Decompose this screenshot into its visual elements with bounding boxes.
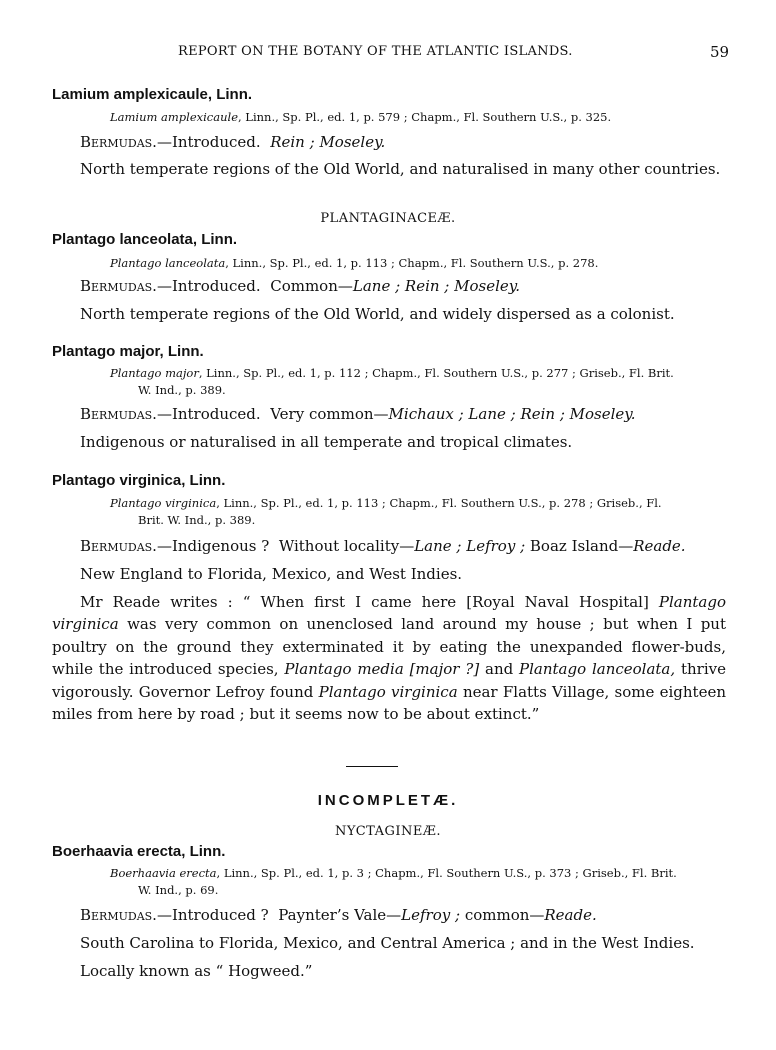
reference-continuation: W. Ind., p. 389. [138, 383, 226, 397]
note-text: and [479, 660, 520, 679]
vernacular-name-boerhaavia: Locally known as “ Hogweed.” [80, 962, 313, 980]
bermudas-record-plantago-lanceolata [80, 277, 520, 295]
family-heading-plantaginaceae: PLANTAGINACEÆ. [320, 211, 456, 226]
section-heading-incompletae: INCOMPLETÆ. [317, 792, 459, 809]
reference-text: , Linn., Sp. Pl., ed. 1, p. 112 ; Chapm., Fl. Southern U.S., p. 277 ; Griseb., Fl. Brit. [198, 366, 674, 380]
note-species: Plantago media [major ?] [284, 660, 480, 679]
abundance-text: Very common— [270, 405, 389, 423]
page-number: 59 [710, 43, 730, 61]
reference-text: , Linn., Sp. Pl., ed. 1, p. 579 ; Chapm., Fl. Southern U.S., p. 325. [238, 110, 612, 124]
reference-text: , Linn., Sp. Pl., ed. 1, p. 113 ; Chapm., Fl. Southern U.S., p. 278 ; Griseb., Fl. [216, 496, 662, 510]
reference-text: , Linn., Sp. Pl., ed. 1, p. 113 ; Chapm., Fl. Southern U.S., p. 278. [225, 256, 599, 270]
locality-text: Paynter’s Vale— [278, 906, 402, 924]
reference-plantago-virginica [110, 496, 662, 510]
reference-lamium [110, 110, 611, 124]
reference-species: Plantago lanceolata [110, 256, 226, 270]
species-name-plantago-virginica: Plantago virginica, Linn. [52, 472, 226, 489]
collector: Lefroy ; [401, 906, 461, 924]
species-name-boerhaavia: Boerhaavia erecta, Linn. [52, 843, 226, 860]
bermudas-record-plantago-virginica [80, 537, 686, 555]
status-text: —Indigenous ? [156, 537, 270, 555]
locality-text: Without locality— [278, 537, 415, 555]
species-name-lamium: Lamium amplexicaule, Linn. [52, 86, 253, 103]
note-text: thrive vigorously. Governor Lefroy found [52, 660, 726, 701]
note-paragraph-reade [52, 591, 726, 725]
reference-plantago-major [110, 366, 674, 380]
distribution-plantago-lanceolata: North temperate regions of the Old World, and widely dispersed as a colonist. [80, 305, 675, 323]
note-species: Plantago virginica [318, 682, 458, 701]
reference-species: Boerhaavia erecta [110, 866, 217, 880]
bermudas-label: Bermudas. [80, 537, 157, 555]
note-species: Plantago lanceolata, [519, 660, 676, 679]
distribution-plantago-virginica: New England to Florida, Mexico, and West Indies. [80, 565, 463, 583]
abundance-text: Common— [270, 277, 353, 295]
collector: Reade. [633, 537, 686, 555]
reference-boerhaavia [110, 866, 677, 880]
reference-continuation: W. Ind., p. 69. [138, 883, 219, 897]
status-text: —Introduced. [156, 133, 261, 151]
reference-species: Lamium amplexicaule [110, 110, 238, 124]
bermudas-record-lamium [80, 133, 385, 151]
note-text: Mr Reade writes : “ When first I came here [Royal Naval Hospital] [80, 593, 659, 611]
family-heading-nyctagineae: NYCTAGINEÆ. [334, 824, 442, 839]
status-text: —Introduced ? [156, 906, 269, 924]
collectors: Rein ; Moseley. [270, 133, 386, 151]
distribution-lamium: North temperate regions of the Old World, and naturalised in many other countries. [80, 160, 721, 178]
species-name-plantago-lanceolata: Plantago lanceolata, Linn. [52, 231, 238, 248]
species-name-plantago-major: Plantago major, Linn. [52, 343, 204, 360]
bermudas-record-boerhaavia [80, 906, 597, 924]
note-text: near Flatts Village, some eighteen miles from here by road ; but it seems now to be about extinct.” [52, 682, 726, 724]
bermudas-label: Bermudas. [80, 906, 157, 924]
status-text: —Introduced. [156, 277, 261, 295]
collectors: Lane ; Lefroy ; [414, 537, 526, 555]
section-divider [346, 766, 398, 767]
reference-continuation: Brit. W. Ind., p. 389. [138, 513, 256, 527]
status-text: —Introduced. [156, 405, 261, 423]
note-species: Plantago virginica [52, 593, 726, 634]
abundance-text: common— [460, 906, 545, 924]
distribution-boerhaavia: South Carolina to Florida, Mexico, and Central America ; and in the West Indies. [80, 934, 695, 952]
reference-text: , Linn., Sp. Pl., ed. 1, p. 3 ; Chapm., Fl. Southern U.S., p. 373 ; Griseb., Fl. Brit. [216, 866, 677, 880]
collectors: Lane ; Rein ; Moseley. [352, 277, 521, 295]
bermudas-label: Bermudas. [80, 277, 157, 295]
note-text: was very common on unenclosed land around my house ; but when I put poultry on the ground they exterminated it by eating the unexpanded flower-buds, while the introduced species, [52, 615, 726, 679]
bermudas-label: Bermudas. [80, 405, 157, 423]
reference-species: Plantago major [110, 366, 199, 380]
collectors: Michaux ; Lane ; Rein ; Moseley. [388, 405, 636, 423]
reference-plantago-lanceolata [110, 256, 598, 270]
distribution-plantago-major: Indigenous or naturalised in all temperate and tropical climates. [80, 433, 573, 451]
collector: Reade. [544, 906, 597, 924]
bermudas-label: Bermudas. [80, 133, 157, 151]
running-header: REPORT ON THE BOTANY OF THE ATLANTIC ISLANDS. [178, 44, 573, 59]
bermudas-record-plantago-major [80, 405, 636, 423]
locality-text: Boaz Island— [525, 537, 634, 555]
reference-species: Plantago virginica [110, 496, 217, 510]
